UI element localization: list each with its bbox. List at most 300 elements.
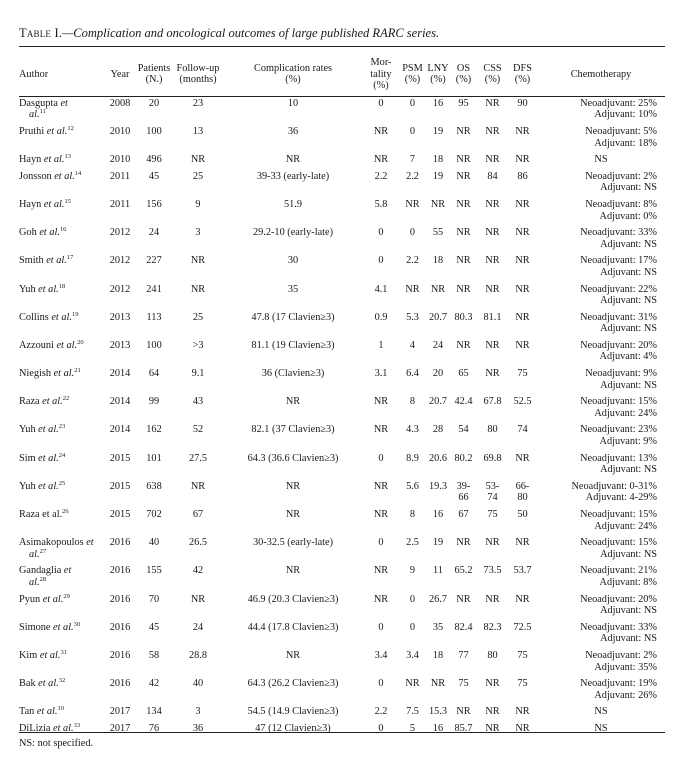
os-cell: NR	[456, 227, 471, 239]
mortality-cell: NR	[373, 509, 389, 520]
dfs-cell: NR	[515, 125, 530, 137]
os-cell: NR	[456, 706, 471, 718]
os-cell: 82.4	[454, 621, 473, 633]
author-cell: Bak et al.$^{32}$	[19, 677, 66, 690]
table-row	[19, 124, 665, 152]
year-cell: 2011	[109, 198, 131, 210]
year-cell: 2017	[109, 706, 131, 718]
lny-cell: 20	[432, 368, 444, 380]
css-cell: NR	[485, 283, 500, 295]
lny-cell: 16	[432, 722, 444, 734]
year-cell: 2012	[109, 227, 131, 239]
author-cell: Pyun et al.$^{29}$	[19, 592, 70, 605]
table-row	[19, 169, 665, 197]
chemotherapy-cell: Neoadjuvant: 20% Adjuvant: NS	[580, 593, 657, 617]
followup-cell: NR	[190, 283, 206, 295]
patients-cell: 162	[146, 424, 162, 436]
patients-cell: 45	[148, 621, 160, 633]
complication-cell: NR	[285, 565, 301, 577]
css-cell: NR	[485, 125, 500, 137]
year-cell: 2016	[109, 593, 131, 605]
complication-cell: 47.8 (17 Clavien≥3)	[251, 311, 335, 323]
mortality-cell: 2.2	[374, 706, 388, 718]
followup-cell: 9.1	[191, 368, 205, 380]
patients-cell: 156	[146, 198, 162, 210]
css-cell: NR	[485, 255, 500, 267]
table-row	[19, 451, 665, 479]
psm-cell: 4	[409, 339, 416, 351]
chemotherapy-cell: Neoadjuvant: 15% Adjuvant: 24%	[580, 509, 657, 532]
year-cell: 2012	[109, 283, 131, 295]
followup-cell: 67	[192, 509, 204, 520]
year-cell: 2010	[109, 154, 131, 166]
year-cell: 2012	[109, 255, 131, 267]
os-cell: NR	[456, 339, 471, 351]
table-row	[19, 592, 665, 620]
author-cell: Yuh et al.$^{18}$	[19, 282, 66, 295]
dfs-cell: 75	[517, 368, 528, 380]
chemotherapy-cell: Neoadjuvant: 15% Adjuvant: NS	[580, 537, 657, 560]
followup-cell: 36	[192, 722, 204, 734]
dfs-cell: NR	[515, 255, 530, 267]
lny-cell: 11	[433, 565, 443, 577]
chemotherapy-cell: Neoadjuvant: 17% Adjuvant: NS	[580, 255, 657, 278]
chemotherapy-cell: Neoadjuvant: 13% Adjuvant: NS	[580, 452, 657, 476]
mortality-cell: NR	[373, 396, 389, 408]
dfs-cell: NR	[515, 198, 530, 210]
complication-cell: 39-33 (early-late)	[256, 170, 330, 182]
complication-cell: NR	[285, 509, 301, 520]
followup-cell: 23	[192, 97, 204, 109]
col-os: OS (%)	[455, 62, 472, 86]
dfs-cell: NR	[515, 452, 530, 464]
dfs-cell: NR	[515, 311, 530, 323]
year-cell: 2016	[109, 537, 131, 549]
dfs-cell: 75	[517, 678, 528, 690]
lny-cell: 16	[432, 509, 444, 520]
table-row	[19, 225, 665, 253]
psm-cell: 8	[409, 509, 416, 520]
followup-cell: 25	[192, 170, 204, 182]
css-cell: 75	[487, 509, 498, 520]
psm-cell: 5.3	[406, 311, 419, 323]
patients-cell: 45	[148, 170, 160, 182]
table-row	[19, 721, 665, 738]
mortality-cell: 3.4	[374, 649, 388, 661]
col-chemotherapy: Chemotherapy	[570, 68, 632, 80]
psm-cell: 3.4	[406, 649, 419, 661]
patients-cell: 241	[146, 283, 162, 295]
col-year: Year	[110, 68, 130, 80]
os-cell: NR	[456, 255, 471, 267]
lny-cell: 55	[432, 227, 444, 239]
table-row	[19, 152, 665, 169]
author-cell: Hayn et al.$^{13}$	[19, 153, 71, 166]
dfs-cell: NR	[515, 706, 530, 718]
complication-cell: 10	[287, 97, 299, 109]
complication-cell: 64.3 (26.2 Clavien≥3)	[247, 678, 339, 690]
os-cell: NR	[456, 593, 471, 605]
top-rule	[19, 46, 665, 47]
followup-cell: 24	[192, 621, 204, 633]
year-cell: 2013	[109, 311, 131, 323]
os-cell: 42.4	[454, 396, 473, 408]
psm-cell: 7.5	[406, 706, 419, 718]
psm-cell: 5	[409, 722, 416, 734]
mortality-cell: 1	[378, 339, 384, 351]
bottom-rule	[19, 732, 665, 733]
col-patients: Patients (N.)	[137, 62, 171, 86]
year-cell: 2015	[109, 480, 131, 492]
dfs-cell: 66- 80	[515, 480, 530, 504]
lny-cell: 18	[432, 154, 444, 166]
css-cell: NR	[485, 154, 500, 166]
css-cell: 80	[487, 649, 498, 661]
os-cell: 95	[458, 97, 469, 109]
patients-cell: 702	[146, 509, 162, 520]
year-cell: 2016	[109, 621, 131, 633]
complication-cell: 35	[287, 283, 299, 295]
patients-cell: 20	[148, 97, 160, 109]
followup-cell: 3	[195, 227, 201, 239]
css-cell: NR	[485, 593, 500, 605]
patients-cell: 42	[148, 678, 160, 690]
author-cell: Hayn et al.$^{15}$	[19, 197, 71, 210]
col-css: CSS (%)	[483, 62, 502, 86]
psm-cell: NR	[405, 198, 420, 210]
lny-cell: 16	[432, 97, 444, 109]
col-complication: Complication rates (%)	[253, 62, 333, 86]
year-cell: 2014	[109, 396, 131, 408]
chemotherapy-cell: Neoadjuvant: 23% Adjuvant: 9%	[580, 424, 657, 448]
lny-cell: 19	[432, 537, 444, 549]
os-cell: NR	[456, 125, 471, 137]
year-cell: 2014	[109, 368, 131, 380]
header-row	[19, 55, 665, 96]
table-body	[19, 96, 665, 738]
psm-cell: 0	[409, 621, 416, 633]
css-cell: NR	[485, 722, 500, 734]
footnote: NS: not specified.	[19, 738, 94, 749]
mortality-cell: 0	[378, 452, 384, 464]
lny-cell: 18	[432, 255, 444, 267]
mortality-cell: 0	[378, 621, 384, 633]
year-cell: 2011	[109, 170, 131, 182]
complication-cell: 64.3 (36.6 Clavien≥3)	[247, 452, 339, 464]
lny-cell: 20.7	[428, 311, 448, 323]
psm-cell: 9	[409, 565, 416, 577]
dfs-cell: NR	[515, 593, 530, 605]
lny-cell: 15.3	[428, 706, 448, 718]
psm-cell: NR	[405, 283, 420, 295]
dfs-cell: 50	[517, 509, 528, 520]
author-cell: Raza et al.$^{26}$	[19, 508, 69, 520]
patients-cell: 496	[146, 154, 162, 166]
followup-cell: 9	[195, 198, 201, 210]
author-cell: Yuh et al.$^{25}$	[19, 479, 66, 492]
author-cell: Gandaglia et al.$^{28}$	[19, 565, 72, 588]
css-cell: 80	[487, 424, 498, 436]
css-cell: 69.8	[483, 452, 502, 464]
dfs-cell: 74	[517, 424, 528, 436]
followup-cell: 25	[192, 311, 204, 323]
complication-cell: 44.4 (17.8 Clavien≥3)	[247, 621, 339, 633]
psm-cell: 0	[409, 593, 416, 605]
results-table	[19, 55, 665, 738]
mortality-cell: NR	[373, 480, 389, 492]
patients-cell: 76	[148, 722, 160, 734]
os-cell: 54	[458, 424, 469, 436]
table-row	[19, 676, 665, 704]
patients-cell: 40	[148, 537, 160, 549]
table-row	[19, 479, 665, 507]
psm-cell: 6.4	[406, 368, 419, 380]
os-cell: 39- 66	[456, 480, 471, 504]
patients-cell: 99	[148, 396, 160, 408]
lny-cell: NR	[430, 198, 446, 210]
css-cell: NR	[485, 97, 500, 109]
os-cell: 65	[458, 368, 469, 380]
dfs-cell: NR	[515, 537, 530, 549]
complication-cell: NR	[285, 154, 301, 166]
col-psm: PSM (%)	[402, 62, 423, 86]
chemotherapy-cell: Neoadjuvant: 21% Adjuvant: 8%	[580, 565, 657, 588]
dfs-cell: NR	[515, 227, 530, 239]
year-cell: 2010	[109, 125, 131, 137]
mortality-cell: 2.2	[374, 170, 388, 182]
complication-cell: 54.5 (14.9 Clavien≥3)	[247, 706, 339, 718]
patients-cell: 134	[146, 706, 162, 718]
patients-cell: 113	[146, 311, 162, 323]
table-row	[19, 366, 665, 394]
followup-cell: 52	[192, 424, 204, 436]
author-cell: Yuh et al.$^{23}$	[19, 423, 66, 436]
chemotherapy-cell: Neoadjuvant: 8% Adjuvant: 0%	[585, 198, 657, 222]
dfs-cell: NR	[515, 339, 530, 351]
lny-cell: 20.7	[428, 396, 448, 408]
css-cell: NR	[485, 678, 500, 690]
followup-cell: 27.5	[188, 452, 208, 464]
year-cell: 2013	[109, 339, 131, 351]
col-author: Author	[19, 68, 49, 80]
mortality-cell: 0	[378, 537, 384, 549]
col-lny: LNY (%)	[427, 62, 449, 86]
complication-cell: 46.9 (20.3 Clavien≥3)	[247, 593, 339, 605]
lny-cell: 26.7	[428, 593, 448, 605]
patients-cell: 64	[148, 368, 160, 380]
table-row	[19, 310, 665, 338]
patients-cell: 638	[146, 480, 162, 492]
os-cell: 80.3	[454, 311, 473, 323]
chemotherapy-cell: Neoadjuvant: 2% Adjuvant: 35%	[585, 649, 657, 673]
css-cell: NR	[485, 368, 500, 380]
author-cell: Dasgupta et al.$^{11}$	[19, 97, 68, 121]
year-cell: 2008	[109, 97, 131, 109]
author-cell: Collins et al.$^{19}$	[19, 310, 79, 323]
table-row	[19, 563, 665, 591]
css-cell: 82.3	[483, 621, 502, 633]
chemotherapy-cell: Neoadjuvant: 33% Adjuvant: NS	[580, 621, 657, 645]
complication-cell: 51.9	[283, 198, 303, 210]
followup-cell: 42	[192, 565, 204, 577]
followup-cell: 13	[192, 125, 204, 137]
table-row	[19, 338, 665, 366]
chemotherapy-cell: Neoadjuvant: 0-31% Adjuvant: 4-29%	[571, 480, 657, 504]
patients-cell: 155	[146, 565, 162, 577]
lny-cell: 35	[432, 621, 444, 633]
dfs-cell: 52.5	[513, 396, 532, 408]
lny-cell: 24	[432, 339, 444, 351]
os-cell: 75	[458, 678, 469, 690]
author-cell: Tan et al.$^{10}$	[19, 705, 64, 718]
lny-cell: NR	[430, 678, 446, 690]
psm-cell: 4.3	[406, 424, 419, 436]
psm-cell: 0	[409, 97, 416, 109]
patients-cell: 227	[146, 255, 162, 267]
year-cell: 2015	[109, 452, 131, 464]
complication-cell: 47 (12 Clavien≥3)	[255, 722, 331, 734]
author-cell: Raza et al.$^{22}$	[19, 395, 70, 408]
css-cell: NR	[485, 706, 500, 718]
year-cell: 2016	[109, 565, 131, 577]
table-row	[19, 648, 665, 676]
author-cell: DiLizia et al.$^{33}$	[19, 721, 81, 734]
mortality-cell: 5.8	[374, 198, 388, 210]
complication-cell: NR	[285, 396, 301, 408]
psm-cell: 0	[409, 227, 416, 239]
year-cell: 2017	[109, 722, 131, 734]
chemotherapy-cell: Neoadjuvant: 25% Adjuvant: 10%	[580, 97, 657, 121]
followup-cell: NR	[190, 255, 206, 267]
complication-cell: 29.2-10 (early-late)	[252, 227, 334, 239]
psm-cell: NR	[405, 678, 420, 690]
followup-cell: 28.8	[188, 649, 208, 661]
table-row	[19, 96, 665, 124]
mortality-cell: NR	[373, 424, 389, 436]
chemotherapy-cell: Neoadjuvant: 33% Adjuvant: NS	[580, 227, 657, 250]
complication-cell: 36 (Clavien≥3)	[261, 368, 325, 380]
table-row	[19, 197, 665, 225]
author-cell: Niegish et al.$^{21}$	[19, 367, 81, 380]
complication-cell: 81.1 (19 Clavien≥3)	[251, 339, 335, 351]
css-cell: NR	[485, 227, 500, 239]
os-cell: NR	[456, 170, 471, 182]
followup-cell: 43	[192, 396, 204, 408]
table-row	[19, 535, 665, 563]
patients-cell: 100	[146, 339, 162, 351]
dfs-cell: NR	[515, 154, 530, 166]
table-row	[19, 394, 665, 422]
psm-cell: 8.9	[406, 452, 419, 464]
chemotherapy-cell: Neoadjuvant: 5% Adjuvant: 18%	[585, 125, 657, 149]
css-cell: 73.5	[483, 565, 502, 577]
os-cell: 77	[458, 649, 469, 661]
dfs-cell: 86	[517, 170, 528, 182]
header-rule	[19, 96, 665, 97]
dfs-cell: NR	[515, 283, 530, 295]
psm-cell: 8	[409, 396, 416, 408]
complication-cell: 82.1 (37 Clavien≥3)	[251, 424, 335, 436]
os-cell: 80.2	[454, 452, 473, 464]
patients-cell: 101	[146, 452, 162, 464]
psm-cell: 2.2	[406, 170, 419, 182]
complication-cell: NR	[285, 649, 301, 661]
author-cell: Sim et al.$^{24}$	[19, 451, 66, 464]
col-mortality: Mor- tality (%)	[370, 57, 392, 92]
lny-cell: 19	[432, 125, 444, 137]
lny-cell: 28	[432, 424, 444, 436]
psm-cell: 5.6	[406, 480, 419, 492]
col-followup: Follow-up (months)	[176, 62, 220, 86]
os-cell: 65.2	[454, 565, 473, 577]
dfs-cell: NR	[515, 722, 530, 734]
patients-cell: 70	[148, 593, 160, 605]
patients-cell: 24	[148, 227, 160, 239]
dfs-cell: 72.5	[513, 621, 532, 633]
table-row	[19, 507, 665, 535]
table-row	[19, 253, 665, 281]
psm-cell: 2.5	[406, 537, 419, 549]
table-row	[19, 422, 665, 450]
mortality-cell: 0	[378, 227, 384, 239]
mortality-cell: NR	[373, 565, 389, 577]
lny-cell: NR	[430, 283, 446, 295]
author-cell: Azzouni et al.$^{20}$	[19, 338, 84, 351]
css-cell: 84	[487, 170, 498, 182]
followup-cell: NR	[190, 480, 206, 492]
css-cell: 81.1	[483, 311, 502, 323]
os-cell: NR	[456, 198, 471, 210]
dfs-cell: 53.7	[513, 565, 532, 577]
chemotherapy-cell: NS	[594, 706, 608, 718]
dfs-cell: 90	[517, 97, 528, 109]
table-label: Table I.	[19, 26, 63, 40]
psm-cell: 7	[409, 154, 416, 166]
chemotherapy-cell: NS	[594, 722, 608, 734]
mortality-cell: NR	[373, 154, 389, 166]
complication-cell: 30-32.5 (early-late)	[252, 537, 334, 549]
author-cell: Kim et al.$^{31}$	[19, 648, 67, 661]
year-cell: 2015	[109, 509, 131, 520]
col-dfs: DFS (%)	[513, 62, 532, 86]
complication-cell: NR	[285, 480, 301, 492]
lny-cell: 20.6	[428, 452, 448, 464]
author-cell: Asimakopoulos et al.$^{27}$	[19, 537, 94, 560]
os-cell: 67	[458, 509, 469, 520]
mortality-cell: NR	[373, 593, 389, 605]
dfs-cell: 75	[517, 649, 528, 661]
table-row	[19, 704, 665, 721]
css-cell: 53- 74	[485, 480, 500, 504]
mortality-cell: 0	[378, 97, 384, 109]
table-row	[19, 620, 665, 648]
os-cell: NR	[456, 154, 471, 166]
lny-cell: 18	[432, 649, 444, 661]
chemotherapy-cell: NS	[594, 154, 608, 166]
psm-cell: 2.2	[406, 255, 419, 267]
author-cell: Jonsson et al.$^{14}$	[19, 169, 82, 182]
os-cell: 85.7	[454, 722, 473, 734]
author-cell: Smith et al.$^{17}$	[19, 254, 74, 267]
author-cell: Goh et al.$^{16}$	[19, 226, 67, 239]
year-cell: 2016	[109, 649, 131, 661]
followup-cell: 3	[195, 706, 201, 718]
chemotherapy-cell: Neoadjuvant: 19% Adjuvant: 26%	[580, 678, 657, 701]
patients-cell: 100	[146, 125, 162, 137]
chemotherapy-cell: Neoadjuvant: 31% Adjuvant: NS	[580, 311, 657, 335]
table-title: —Complication and oncological outcomes of large published RARC series.	[62, 26, 440, 40]
css-cell: NR	[485, 198, 500, 210]
